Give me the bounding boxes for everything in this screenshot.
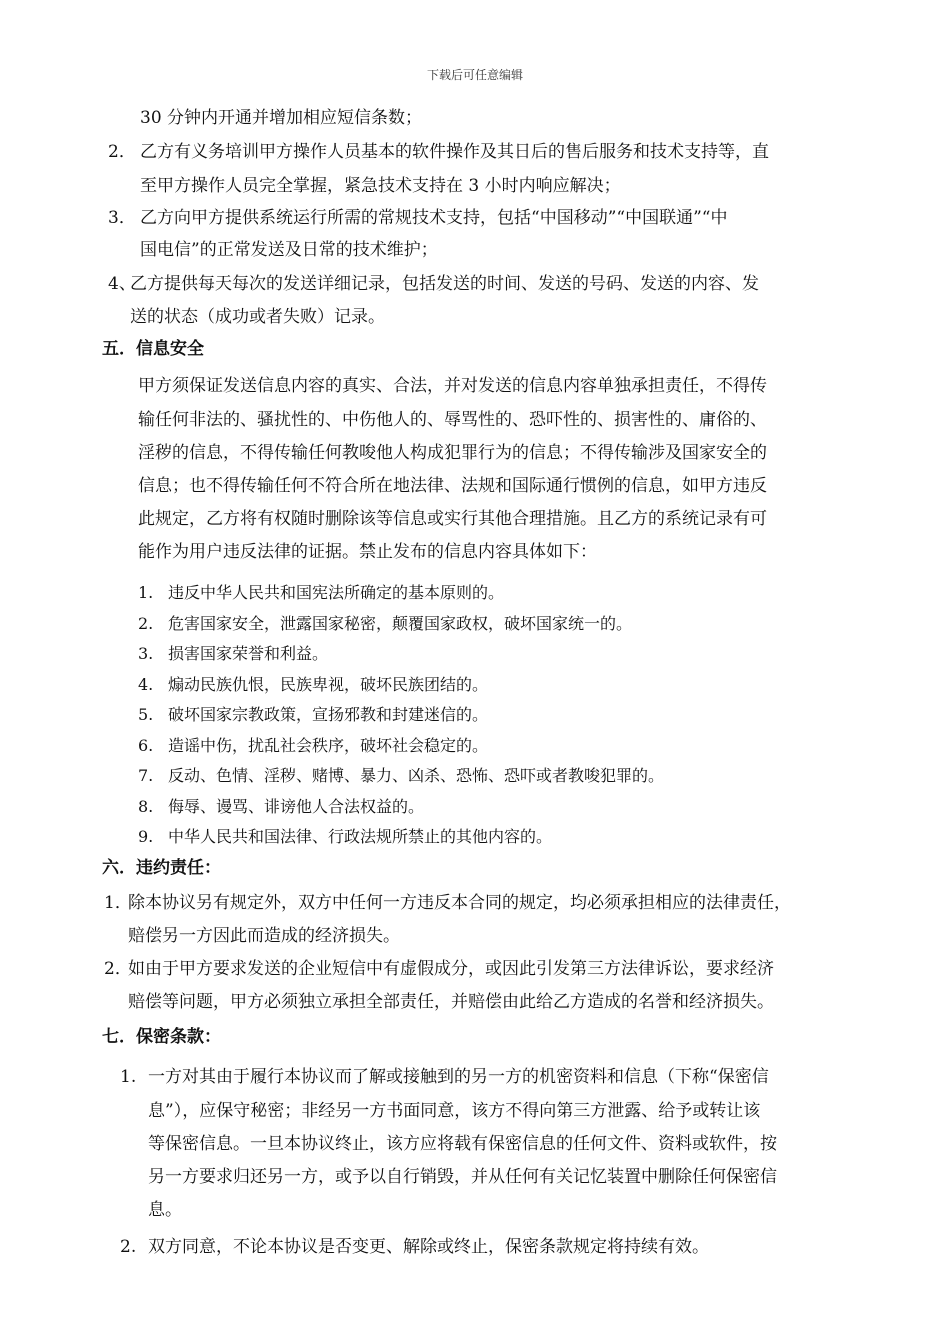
s5-list-text: 侮辱、谩骂、诽谤他人合法权益的。 (168, 797, 425, 816)
s6-item-2-line2: 赔偿等问题，甲方必须独立承担全部责任，并赔偿由此给乙方造成的名誉和经济损失。 (128, 992, 774, 1012)
s7-item-1-num: 1. (120, 1067, 137, 1087)
s5-list-text: 违反中华人民共和国宪法所确定的基本原则的。 (168, 583, 505, 602)
s5-list-num: 6. (138, 736, 154, 755)
s4-continuation: 30 分钟内开通并增加相应短信条数； (140, 108, 423, 128)
s4-item-3-num: 3． (108, 208, 136, 228)
s5-list-num: 5. (138, 705, 154, 724)
s5-list-num: 4. (138, 675, 154, 694)
s7-item-1-line: 等保密信息。一旦本协议终止，该方应将载有保密信息的任何文件、资料或软件，按 (148, 1134, 777, 1154)
s5-para-line: 淫秽的信息，不得传输任何教唆他人构成犯罪行为的信息；不得传输涉及国家安全的 (138, 443, 767, 463)
s5-para-line: 此规定，乙方将有权随时删除该等信息或实行其他合理措施。且乙方的系统记录有可 (138, 509, 767, 529)
s7-title: 七．保密条款： (102, 1027, 221, 1047)
s6-title: 六．违约责任： (102, 858, 221, 878)
s7-item-1-line: 息”），应保守秘密；非经另一方书面同意，该方不得向第三方泄露、给予或转让该 (148, 1101, 761, 1121)
s5-list-text: 造谣中伤，扰乱社会秩序，破坏社会稳定的。 (168, 736, 489, 755)
s5-list-num: 2. (138, 614, 154, 633)
s4-item-4-line1: 乙方提供每天每次的发送详细记录，包括发送的时间、发送的号码、发送的内容、发 (130, 274, 759, 294)
s7-item-1-line: 息。 (148, 1200, 182, 1220)
s4-item-3-line1: 乙方向甲方提供系统运行所需的常规技术支持，包括“中国移动”“中国联通”“中 (140, 208, 728, 228)
s5-list-num: 7. (138, 766, 154, 785)
s4-item-4-line2: 送的状态（成功或者失败）记录。 (130, 307, 385, 327)
s6-item-2-line1: 如由于甲方要求发送的企业短信中有虚假成分，或因此引发第三方法律诉讼，要求经济 (128, 959, 774, 979)
s5-para-line: 信息；也不得传输任何不符合所在地法律、法规和国际通行惯例的信息，如甲方违反 (138, 476, 767, 496)
page-header: 下载后可任意编辑 (426, 68, 523, 82)
s5-list-text: 破坏国家宗教政策，宣扬邪教和封建迷信的。 (168, 705, 489, 724)
s5-list-text: 中华人民共和国法律、行政法规所禁止的其他内容的。 (168, 827, 553, 846)
s4-item-2-line1: 乙方有义务培训甲方操作人员基本的软件操作及其日后的售后服务和技术支持等，直 (140, 142, 769, 162)
s4-item-2-num: 2． (108, 142, 136, 162)
s7-item-1-line: 另一方要求归还另一方，或予以自行销毁，并从任何有关记忆装置中删除任何保密信 (148, 1167, 777, 1187)
s5-para-line: 输任何非法的、骚扰性的、中伤他人的、辱骂性的、恐吓性的、损害性的、庸俗的、 (138, 410, 767, 430)
s7-item-2-text: 双方同意，不论本协议是否变更、解除或终止，保密条款规定将持续有效。 (148, 1237, 709, 1257)
s4-item-4-num: 4、 (108, 274, 136, 294)
s7-item-2-num: 2. (120, 1237, 137, 1257)
s5-list-num: 1. (138, 583, 154, 602)
s5-list-text: 反动、色情、淫秽、赌博、暴力、凶杀、恐怖、恐吓或者教唆犯罪的。 (168, 766, 665, 785)
s5-list-num: 3. (138, 644, 154, 663)
s5-title: 五．信息安全 (102, 339, 204, 359)
s6-item-1-line2: 赔偿另一方因此而造成的经济损失。 (128, 926, 400, 946)
s5-list-num: 8. (138, 797, 154, 816)
s5-list-text: 危害国家安全，泄露国家秘密，颠覆国家政权，破坏国家统一的。 (168, 614, 633, 633)
s7-item-1-line: 一方对其由于履行本协议而了解或接触到的另一方的机密资料和信息（下称“保密信 (148, 1067, 769, 1087)
s5-list-text: 损害国家荣誉和利益。 (168, 644, 329, 663)
s5-para-line: 甲方须保证发送信息内容的真实、合法，并对发送的信息内容单独承担责任，不得传 (138, 376, 767, 396)
s5-list-num: 9. (138, 827, 154, 846)
s5-list-text: 煽动民族仇恨，民族卑视，破坏民族团结的。 (168, 675, 489, 694)
s6-item-1-num: 1． (104, 893, 132, 913)
s5-para-line: 能作为用户违反法律的证据。禁止发布的信息内容具体如下： (138, 542, 597, 562)
s6-item-2-num: 2． (104, 959, 132, 979)
s4-item-2-line2: 至甲方操作人员完全掌握，紧急技术支持在 3 小时内响应解决； (140, 176, 621, 196)
s4-item-3-line2: 国电信”的正常发送及日常的技术维护； (140, 240, 438, 260)
s6-item-1-line1: 除本协议另有规定外，双方中任何一方违反本合同的规定，均必须承担相应的法律责任， (128, 893, 791, 913)
